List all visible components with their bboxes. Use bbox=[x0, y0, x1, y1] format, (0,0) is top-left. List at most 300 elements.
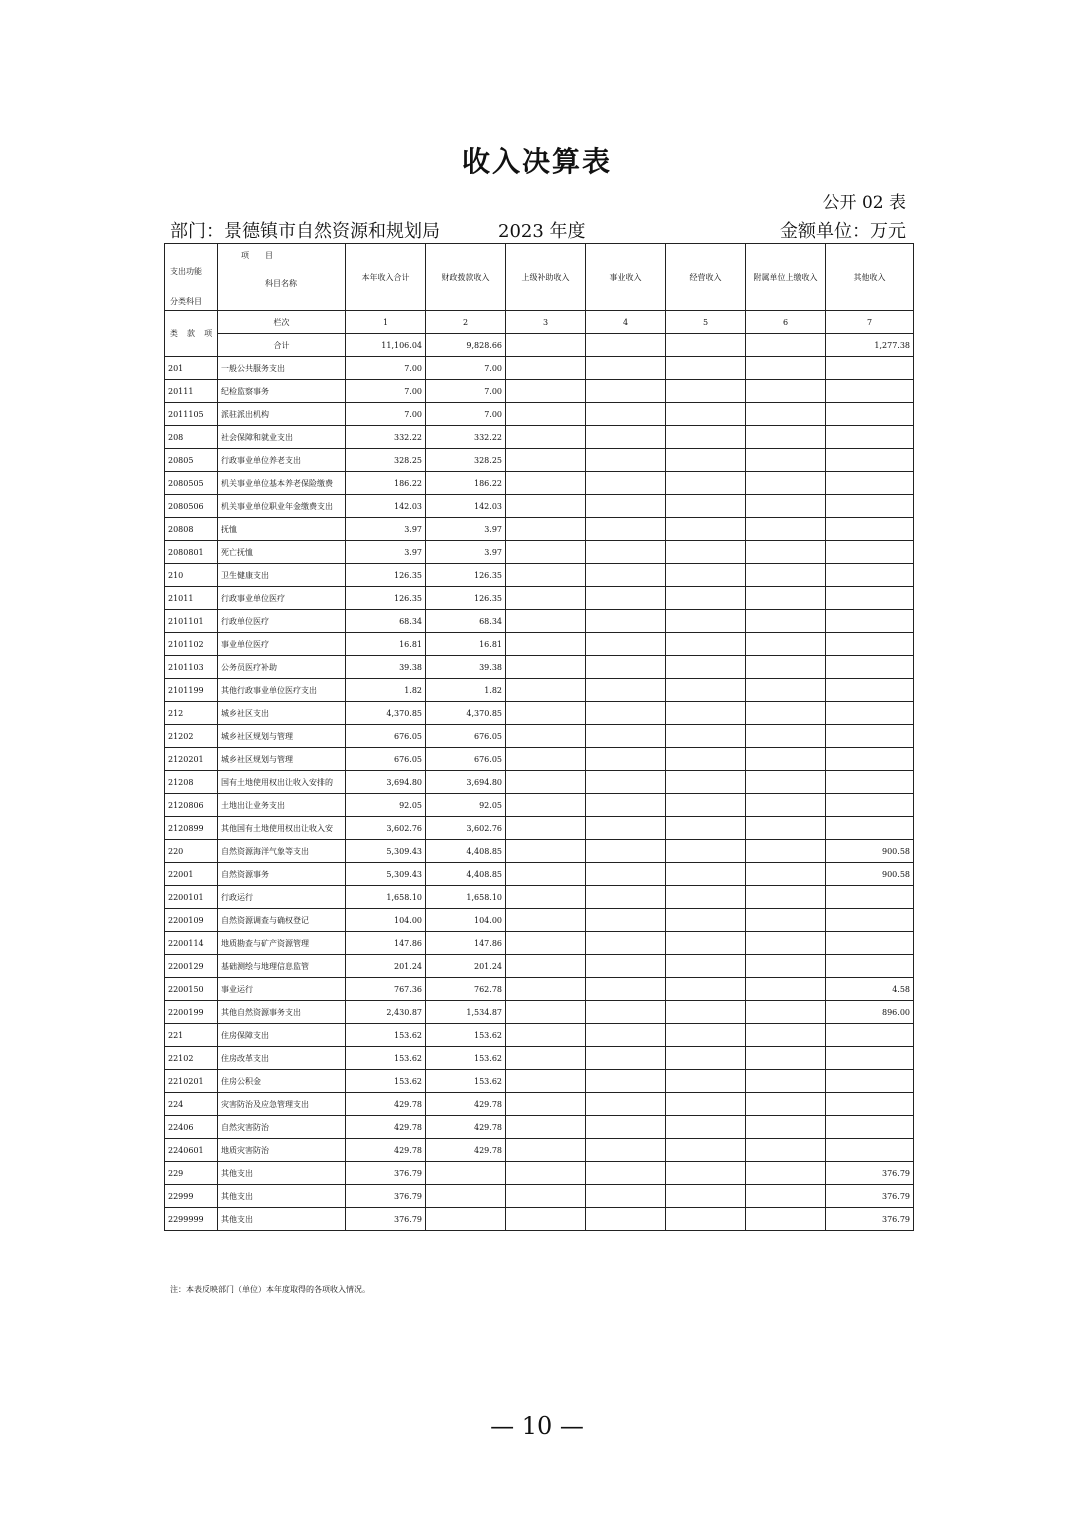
amount-cell: 900.58 bbox=[826, 840, 914, 863]
amount-cell: 376.79 bbox=[826, 1162, 914, 1185]
table-row bbox=[165, 541, 914, 564]
amount-cell: 3.97 bbox=[426, 541, 506, 564]
amount-cell bbox=[586, 748, 666, 771]
subject-code: 2080506 bbox=[165, 495, 218, 518]
total-value bbox=[506, 334, 586, 357]
amount-cell bbox=[426, 1185, 506, 1208]
amount-cell bbox=[506, 840, 586, 863]
amount-cell bbox=[746, 702, 826, 725]
subject-name: 自然灾害防治 bbox=[218, 1116, 346, 1139]
subject-name: 土地出让业务支出 bbox=[218, 794, 346, 817]
amount-cell bbox=[586, 1093, 666, 1116]
amount-cell bbox=[586, 426, 666, 449]
amount-cell: 3,602.76 bbox=[426, 817, 506, 840]
amount-cell bbox=[746, 1162, 826, 1185]
amount-cell bbox=[666, 909, 746, 932]
subject-code: 2101103 bbox=[165, 656, 218, 679]
subject-code: 210 bbox=[165, 564, 218, 587]
amount-cell bbox=[586, 725, 666, 748]
amount-cell bbox=[826, 587, 914, 610]
amount-cell bbox=[666, 932, 746, 955]
amount-cell: 3,694.80 bbox=[426, 771, 506, 794]
subject-code: 2200129 bbox=[165, 955, 218, 978]
amount-cell: 676.05 bbox=[426, 725, 506, 748]
amount-cell: 92.05 bbox=[346, 794, 426, 817]
amount-cell bbox=[586, 1001, 666, 1024]
amount-cell bbox=[666, 656, 746, 679]
amount-cell bbox=[586, 449, 666, 472]
header-lanci: 栏次 bbox=[218, 311, 346, 334]
subject-name: 公务员医疗补助 bbox=[218, 656, 346, 679]
amount-cell: 126.35 bbox=[426, 564, 506, 587]
header-col-3: 上级补助收入 bbox=[506, 244, 586, 311]
amount-cell bbox=[826, 1047, 914, 1070]
amount-cell bbox=[666, 840, 746, 863]
table-row bbox=[165, 426, 914, 449]
amount-cell: 3.97 bbox=[426, 518, 506, 541]
col-number-7: 7 bbox=[826, 311, 914, 334]
amount-cell bbox=[746, 541, 826, 564]
col-number-6: 6 bbox=[746, 311, 826, 334]
table-row bbox=[165, 495, 914, 518]
amount-cell bbox=[746, 1185, 826, 1208]
table-row bbox=[165, 1047, 914, 1070]
amount-cell bbox=[666, 518, 746, 541]
table-row bbox=[165, 1208, 914, 1231]
amount-cell bbox=[506, 748, 586, 771]
amount-cell bbox=[586, 1024, 666, 1047]
table-row bbox=[165, 1001, 914, 1024]
amount-cell bbox=[586, 1116, 666, 1139]
header-subject-cell bbox=[218, 244, 346, 311]
subject-code: 2200199 bbox=[165, 1001, 218, 1024]
amount-cell: 147.86 bbox=[346, 932, 426, 955]
amount-cell: 39.38 bbox=[346, 656, 426, 679]
amount-cell bbox=[506, 1116, 586, 1139]
amount-cell: 429.78 bbox=[426, 1116, 506, 1139]
subject-name: 国有土地使用权出让收入安排的 bbox=[218, 771, 346, 794]
table-row bbox=[165, 748, 914, 771]
subject-code: 220 bbox=[165, 840, 218, 863]
amount-cell: 429.78 bbox=[426, 1139, 506, 1162]
amount-cell bbox=[506, 817, 586, 840]
department-label: 部门：景德镇市自然资源和规划局 bbox=[170, 221, 440, 242]
amount-cell bbox=[506, 1024, 586, 1047]
subject-name: 住房保障支出 bbox=[218, 1024, 346, 1047]
amount-cell: 147.86 bbox=[426, 932, 506, 955]
amount-cell: 7.00 bbox=[346, 403, 426, 426]
table-row bbox=[165, 817, 914, 840]
amount-cell bbox=[746, 909, 826, 932]
amount-cell: 153.62 bbox=[346, 1047, 426, 1070]
form-code: 公开 02 表 bbox=[822, 193, 906, 213]
amount-cell bbox=[506, 610, 586, 633]
amount-cell: 142.03 bbox=[346, 495, 426, 518]
amount-cell bbox=[506, 702, 586, 725]
amount-cell bbox=[586, 610, 666, 633]
amount-cell bbox=[666, 886, 746, 909]
amount-cell bbox=[506, 886, 586, 909]
amount-cell bbox=[506, 495, 586, 518]
amount-cell: 767.36 bbox=[346, 978, 426, 1001]
subject-code: 2101102 bbox=[165, 633, 218, 656]
table-row bbox=[165, 518, 914, 541]
table-row bbox=[165, 863, 914, 886]
amount-cell bbox=[666, 1185, 746, 1208]
amount-cell: 153.62 bbox=[426, 1024, 506, 1047]
subject-name: 死亡抚恤 bbox=[218, 541, 346, 564]
amount-cell bbox=[826, 886, 914, 909]
subject-name: 其他支出 bbox=[218, 1185, 346, 1208]
amount-cell bbox=[586, 541, 666, 564]
amount-cell bbox=[746, 564, 826, 587]
amount-cell bbox=[506, 955, 586, 978]
amount-cell bbox=[666, 610, 746, 633]
col-number-4: 4 bbox=[586, 311, 666, 334]
amount-cell bbox=[746, 518, 826, 541]
total-row bbox=[165, 334, 914, 357]
subject-code: 2101199 bbox=[165, 679, 218, 702]
amount-cell: 201.24 bbox=[346, 955, 426, 978]
subject-code: 2200101 bbox=[165, 886, 218, 909]
amount-cell bbox=[826, 1116, 914, 1139]
amount-cell bbox=[666, 403, 746, 426]
amount-cell bbox=[746, 403, 826, 426]
amount-cell: 332.22 bbox=[426, 426, 506, 449]
amount-cell bbox=[826, 403, 914, 426]
amount-cell: 201.24 bbox=[426, 955, 506, 978]
amount-cell bbox=[586, 955, 666, 978]
amount-cell: 376.79 bbox=[826, 1208, 914, 1231]
amount-cell bbox=[826, 817, 914, 840]
amount-cell bbox=[586, 380, 666, 403]
subject-code: 2101101 bbox=[165, 610, 218, 633]
amount-cell: 153.62 bbox=[346, 1070, 426, 1093]
amount-cell bbox=[746, 1139, 826, 1162]
header-subject-name: 科目名称 bbox=[265, 279, 297, 288]
table-row bbox=[165, 472, 914, 495]
subject-name: 灾害防治及应急管理支出 bbox=[218, 1093, 346, 1116]
table-row bbox=[165, 610, 914, 633]
subject-name: 机关事业单位基本养老保险缴费 bbox=[218, 472, 346, 495]
amount-cell bbox=[506, 1162, 586, 1185]
col-number-1: 1 bbox=[346, 311, 426, 334]
amount-cell: 1.82 bbox=[426, 679, 506, 702]
amount-cell: 1,658.10 bbox=[346, 886, 426, 909]
amount-cell: 4,370.85 bbox=[426, 702, 506, 725]
amount-cell: 7.00 bbox=[426, 403, 506, 426]
amount-cell bbox=[666, 472, 746, 495]
subject-code: 2200150 bbox=[165, 978, 218, 1001]
subject-name: 其他支出 bbox=[218, 1208, 346, 1231]
table-row bbox=[165, 955, 914, 978]
amount-cell bbox=[586, 472, 666, 495]
amount-cell bbox=[506, 679, 586, 702]
subject-code: 22001 bbox=[165, 863, 218, 886]
amount-cell bbox=[666, 725, 746, 748]
amount-cell bbox=[666, 794, 746, 817]
col-number-5: 5 bbox=[666, 311, 746, 334]
header-col-5: 经营收入 bbox=[666, 244, 746, 311]
unit-label: 金额单位：万元 bbox=[780, 221, 906, 242]
table-row bbox=[165, 840, 914, 863]
amount-cell bbox=[426, 1208, 506, 1231]
amount-cell: 5,309.43 bbox=[346, 863, 426, 886]
amount-cell bbox=[746, 932, 826, 955]
amount-cell: 16.81 bbox=[426, 633, 506, 656]
amount-cell: 16.81 bbox=[346, 633, 426, 656]
amount-cell bbox=[826, 932, 914, 955]
header-func-class: 支出功能 bbox=[170, 267, 202, 276]
amount-cell: 676.05 bbox=[346, 725, 426, 748]
amount-cell bbox=[586, 1070, 666, 1093]
amount-cell: 68.34 bbox=[426, 610, 506, 633]
amount-cell bbox=[666, 863, 746, 886]
amount-cell bbox=[666, 1047, 746, 1070]
header-func-subject: 分类科目 bbox=[170, 297, 202, 306]
subject-code: 21011 bbox=[165, 587, 218, 610]
amount-cell bbox=[826, 725, 914, 748]
amount-cell bbox=[586, 909, 666, 932]
header-col-7: 其他收入 bbox=[826, 244, 914, 311]
total-value bbox=[586, 334, 666, 357]
subject-name: 地质勘查与矿产资源管理 bbox=[218, 932, 346, 955]
amount-cell: 7.00 bbox=[426, 357, 506, 380]
amount-cell bbox=[746, 840, 826, 863]
amount-cell bbox=[746, 725, 826, 748]
table-row bbox=[165, 794, 914, 817]
amount-cell bbox=[666, 1162, 746, 1185]
subject-code: 2120899 bbox=[165, 817, 218, 840]
amount-cell: 676.05 bbox=[346, 748, 426, 771]
amount-cell bbox=[506, 909, 586, 932]
table-row bbox=[165, 1093, 914, 1116]
subject-name: 其他行政事业单位医疗支出 bbox=[218, 679, 346, 702]
amount-cell: 126.35 bbox=[426, 587, 506, 610]
table-row bbox=[165, 909, 914, 932]
subject-name: 基础测绘与地理信息监管 bbox=[218, 955, 346, 978]
amount-cell bbox=[746, 449, 826, 472]
amount-cell bbox=[586, 1047, 666, 1070]
year-label: 2023 年度 bbox=[498, 221, 586, 242]
income-table bbox=[164, 243, 914, 1231]
table-row bbox=[165, 702, 914, 725]
amount-cell bbox=[666, 449, 746, 472]
amount-cell bbox=[666, 1093, 746, 1116]
amount-cell: 1,658.10 bbox=[426, 886, 506, 909]
subject-code: 20805 bbox=[165, 449, 218, 472]
total-value: 11,106.04 bbox=[346, 334, 426, 357]
amount-cell bbox=[506, 357, 586, 380]
amount-cell bbox=[826, 955, 914, 978]
total-value: 1,277.38 bbox=[826, 334, 914, 357]
header-kuan: 款 bbox=[187, 329, 195, 338]
subject-code: 2240601 bbox=[165, 1139, 218, 1162]
amount-cell bbox=[746, 1070, 826, 1093]
amount-cell bbox=[586, 932, 666, 955]
table-row bbox=[165, 1070, 914, 1093]
amount-cell bbox=[746, 1047, 826, 1070]
amount-cell bbox=[506, 932, 586, 955]
subject-code: 2120201 bbox=[165, 748, 218, 771]
table-row bbox=[165, 1139, 914, 1162]
subject-name: 纪检监察事务 bbox=[218, 380, 346, 403]
amount-cell bbox=[666, 771, 746, 794]
subject-code: 21202 bbox=[165, 725, 218, 748]
header-col-1: 本年收入合计 bbox=[346, 244, 426, 311]
header-lei: 类 bbox=[169, 329, 178, 338]
amount-cell bbox=[586, 1208, 666, 1231]
table-row bbox=[165, 1116, 914, 1139]
amount-cell bbox=[746, 610, 826, 633]
amount-cell: 896.00 bbox=[826, 1001, 914, 1024]
amount-cell bbox=[826, 472, 914, 495]
subject-code: 201 bbox=[165, 357, 218, 380]
amount-cell bbox=[506, 380, 586, 403]
amount-cell bbox=[586, 495, 666, 518]
amount-cell bbox=[746, 495, 826, 518]
page-number: — 10 — bbox=[490, 1412, 584, 1440]
amount-cell: 153.62 bbox=[426, 1047, 506, 1070]
amount-cell bbox=[586, 587, 666, 610]
subject-code: 2120806 bbox=[165, 794, 218, 817]
amount-cell: 153.62 bbox=[346, 1024, 426, 1047]
subject-name: 住房改革支出 bbox=[218, 1047, 346, 1070]
subject-name: 卫生健康支出 bbox=[218, 564, 346, 587]
subject-code: 212 bbox=[165, 702, 218, 725]
amount-cell bbox=[586, 679, 666, 702]
amount-cell bbox=[506, 472, 586, 495]
header-col-2: 财政拨款收入 bbox=[426, 244, 506, 311]
amount-cell bbox=[506, 1070, 586, 1093]
table-row bbox=[165, 587, 914, 610]
table-row bbox=[165, 564, 914, 587]
amount-cell bbox=[826, 495, 914, 518]
amount-cell bbox=[586, 656, 666, 679]
page-title: 收入决算表 bbox=[461, 145, 612, 178]
table-row bbox=[165, 633, 914, 656]
subject-code: 2210201 bbox=[165, 1070, 218, 1093]
col-number-3: 3 bbox=[506, 311, 586, 334]
amount-cell bbox=[746, 863, 826, 886]
amount-cell bbox=[666, 1116, 746, 1139]
amount-cell bbox=[506, 1001, 586, 1024]
total-value: 9,828.66 bbox=[426, 334, 506, 357]
amount-cell bbox=[666, 1024, 746, 1047]
col-number-2: 2 bbox=[426, 311, 506, 334]
amount-cell bbox=[586, 978, 666, 1001]
subject-code: 2200109 bbox=[165, 909, 218, 932]
amount-cell bbox=[506, 1047, 586, 1070]
subject-name: 其他自然资源事务支出 bbox=[218, 1001, 346, 1024]
amount-cell bbox=[506, 863, 586, 886]
table-row bbox=[165, 978, 914, 1001]
amount-cell bbox=[506, 1139, 586, 1162]
amount-cell bbox=[666, 495, 746, 518]
header-lei-kuan-xiang bbox=[165, 311, 218, 357]
subject-code: 2200114 bbox=[165, 932, 218, 955]
subject-name: 其他支出 bbox=[218, 1162, 346, 1185]
amount-cell bbox=[666, 633, 746, 656]
amount-cell: 1.82 bbox=[346, 679, 426, 702]
amount-cell bbox=[586, 633, 666, 656]
amount-cell: 92.05 bbox=[426, 794, 506, 817]
total-value bbox=[666, 334, 746, 357]
amount-cell: 126.35 bbox=[346, 564, 426, 587]
amount-cell bbox=[746, 679, 826, 702]
subject-code: 20111 bbox=[165, 380, 218, 403]
subject-name: 派驻派出机构 bbox=[218, 403, 346, 426]
amount-cell bbox=[746, 656, 826, 679]
amount-cell bbox=[826, 564, 914, 587]
table-row bbox=[165, 1162, 914, 1185]
amount-cell: 4,370.85 bbox=[346, 702, 426, 725]
total-value bbox=[746, 334, 826, 357]
amount-cell: 186.22 bbox=[346, 472, 426, 495]
amount-cell bbox=[666, 357, 746, 380]
amount-cell bbox=[586, 403, 666, 426]
table-row bbox=[165, 679, 914, 702]
subject-name: 行政事业单位医疗 bbox=[218, 587, 346, 610]
amount-cell bbox=[666, 587, 746, 610]
table-row bbox=[165, 380, 914, 403]
amount-cell: 328.25 bbox=[426, 449, 506, 472]
amount-cell bbox=[506, 587, 586, 610]
subject-name: 城乡社区规划与管理 bbox=[218, 748, 346, 771]
subject-name: 社会保障和就业支出 bbox=[218, 426, 346, 449]
amount-cell bbox=[586, 702, 666, 725]
amount-cell bbox=[666, 380, 746, 403]
amount-cell bbox=[746, 380, 826, 403]
subject-name: 行政运行 bbox=[218, 886, 346, 909]
column-number-row bbox=[165, 311, 914, 334]
subject-name: 事业运行 bbox=[218, 978, 346, 1001]
amount-cell bbox=[826, 656, 914, 679]
amount-cell bbox=[506, 1185, 586, 1208]
amount-cell bbox=[826, 541, 914, 564]
amount-cell: 68.34 bbox=[346, 610, 426, 633]
amount-cell bbox=[826, 909, 914, 932]
amount-cell: 376.79 bbox=[346, 1185, 426, 1208]
amount-cell bbox=[586, 771, 666, 794]
amount-cell bbox=[746, 426, 826, 449]
amount-cell bbox=[826, 380, 914, 403]
amount-cell bbox=[826, 610, 914, 633]
subject-name: 城乡社区支出 bbox=[218, 702, 346, 725]
subject-name: 行政事业单位养老支出 bbox=[218, 449, 346, 472]
amount-cell bbox=[506, 449, 586, 472]
subject-name: 自然资源事务 bbox=[218, 863, 346, 886]
amount-cell bbox=[746, 978, 826, 1001]
amount-cell: 7.00 bbox=[346, 380, 426, 403]
amount-cell bbox=[826, 357, 914, 380]
subject-name: 自然资源调查与确权登记 bbox=[218, 909, 346, 932]
header-row bbox=[165, 244, 914, 311]
amount-cell bbox=[666, 702, 746, 725]
subject-code: 2080505 bbox=[165, 472, 218, 495]
table-row bbox=[165, 1185, 914, 1208]
amount-cell: 676.05 bbox=[426, 748, 506, 771]
amount-cell bbox=[506, 426, 586, 449]
amount-cell bbox=[826, 518, 914, 541]
amount-cell bbox=[666, 748, 746, 771]
amount-cell bbox=[666, 426, 746, 449]
amount-cell bbox=[746, 1116, 826, 1139]
amount-cell bbox=[746, 794, 826, 817]
amount-cell bbox=[506, 978, 586, 1001]
amount-cell bbox=[666, 817, 746, 840]
subject-name: 行政单位医疗 bbox=[218, 610, 346, 633]
